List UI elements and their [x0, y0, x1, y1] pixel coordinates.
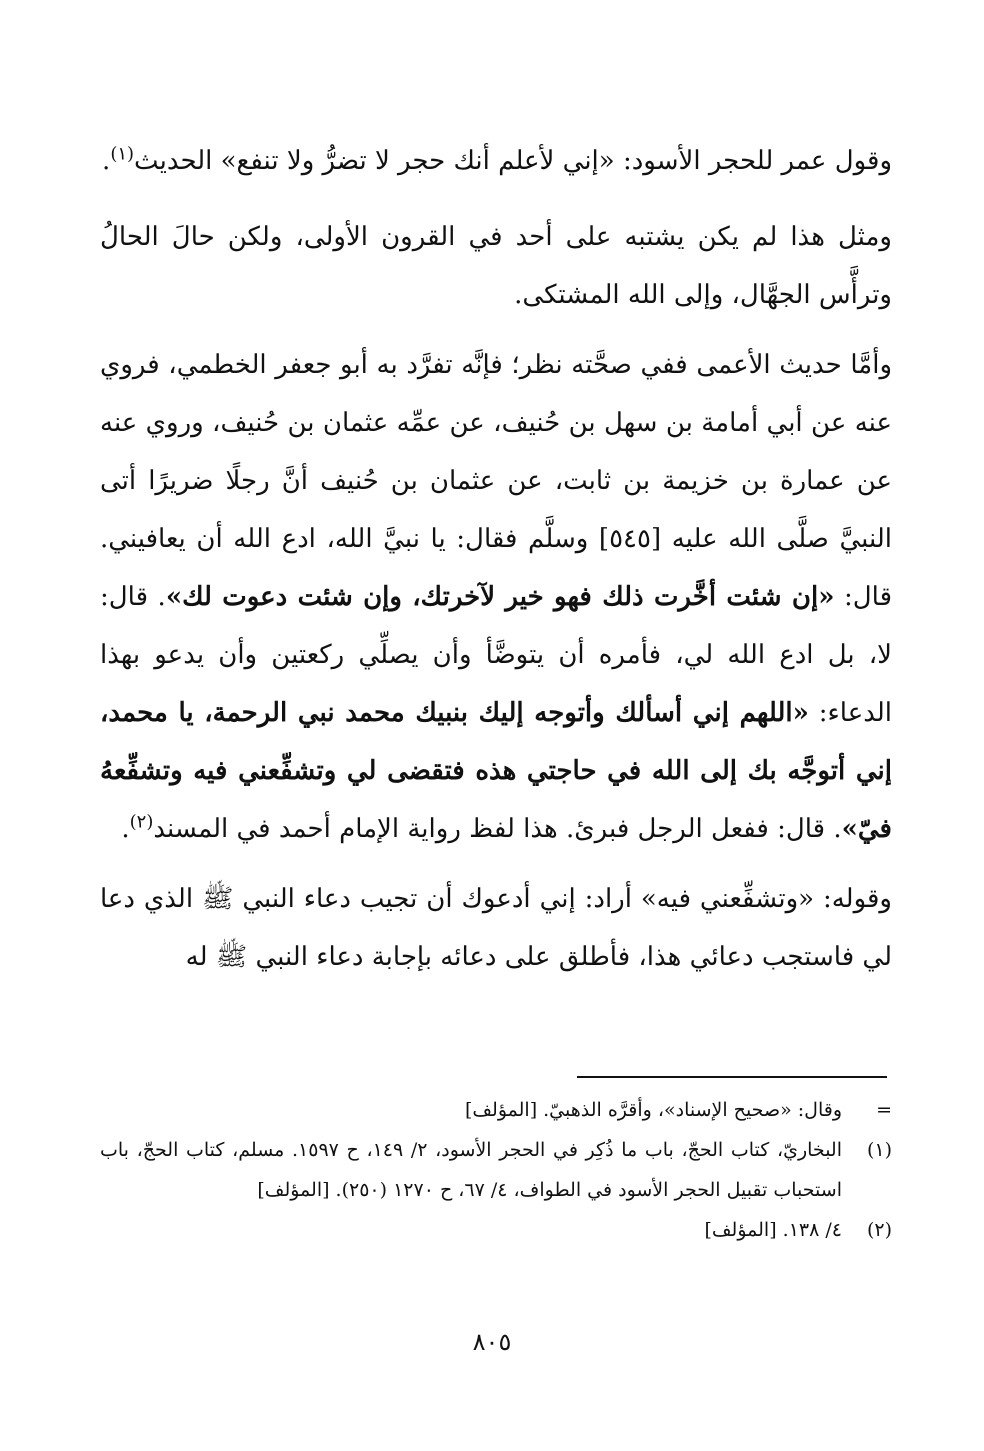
paragraph-3-text-a: وأمَّا حديث الأعمى ففي صحَّته نظر؛ فإنَّه تفرَّد به أبو جعفر الخطمي، فروي عنه عن أبي أمامة بن سهل بن حُنيف، عن عمِّه عثمان بن حُنيف، وروي عنه عن عمارة بن خزيمة بن ثابت، عن عثمان بن حُنيف أنَّ رجلًا ضريرًا أتى النبيَّ صلَّى الله عليه [٥٤٥] وسلَّم فقال: يا نبيَّ الله، ادع الله أن يعافيني. قال: — [100, 350, 893, 612]
paragraph-1-text: وقول عمر للحجر الأسود: «إني لأعلم أنك حجر لا تضرُّ ولا تنفع» الحديث — [134, 146, 892, 176]
page-number: ٨٠٥ — [472, 1328, 512, 1356]
paragraph-4 — [100, 870, 892, 986]
paragraph-3-end: . — [121, 814, 130, 844]
footnote-continuation — [100, 1090, 892, 1130]
paragraph-3 — [100, 336, 892, 858]
paragraph-3-text-c: . قال: ففعل الرجل فبرئ. هذا لفظ رواية الإمام أحمد في المسند — [153, 814, 842, 844]
paragraph-2-text: ومثل هذا لم يكن يشتبه على أحد في القرون الأولى، ولكن حالَ الحالُ وترأَّس الجهَّال، وإلى الله المشتكى. — [100, 222, 892, 310]
paragraph-1 — [100, 132, 892, 190]
paragraph-3-text-b: . قال: لا، بل ادع الله لي، فأمره أن يتوضَّأ وأن يصلِّي ركعتين وأن يدعو بهذا الدعاء: — [100, 582, 892, 728]
main-text — [100, 132, 892, 986]
hadith-quote-1: «إن شئت أخَّرت ذلك فهو خير لآخرتك، وإن شئت دعوت لك» — [165, 582, 835, 612]
footnote-text: وقال: «صحيح الإسناد»، وأقرَّه الذهبيّ. [المؤلف] — [464, 1099, 842, 1121]
footnote-ref-1: (١) — [110, 143, 135, 165]
footnote-text: البخاريّ، كتاب الحجّ، باب ما ذُكِر في الحجر الأسود، ٢/ ١٤٩، ح ١٥٩٧. مسلم، كتاب الحجّ، باب استحباب تقبيل الحجر الأسود في الطواف، ٤/ ٦٧، ح ١٢٧٠ (٢٥٠). [المؤلف] — [100, 1139, 842, 1201]
footnote-mark: (٢) — [866, 1219, 892, 1241]
footnote-mark: (١) — [866, 1139, 892, 1161]
footnote-1 — [100, 1130, 892, 1210]
footnote-2 — [100, 1210, 892, 1250]
footnote-ref-2: (٢) — [129, 811, 154, 833]
footnotes — [100, 1090, 892, 1250]
footnote-mark: = — [876, 1099, 892, 1121]
paragraph-2 — [100, 208, 892, 324]
footnote-separator — [577, 1076, 887, 1078]
paragraph-4-text: وقوله: «وتشفِّعني فيه» أراد: إني أدعوك أن تجيب دعاء النبي ﷺ الذي دعا لي فاستجب دعائي هذا، فأطلق على دعائه بإجابة دعاء النبي ﷺ له — [100, 884, 892, 972]
paragraph-1-end: . — [102, 146, 111, 176]
hadith-quote-2: «اللهم إني أسألك وأتوجه إليك بنبيك محمد نبي الرحمة، يا محمد، إني أتوجَّه بك إلى الله في حاجتي هذه فتقضى لي وتشفِّعني فيه وتشفِّعهُ فيّ» — [100, 698, 892, 844]
footnote-text: ٤/ ١٣٨. [المؤلف] — [704, 1219, 842, 1241]
